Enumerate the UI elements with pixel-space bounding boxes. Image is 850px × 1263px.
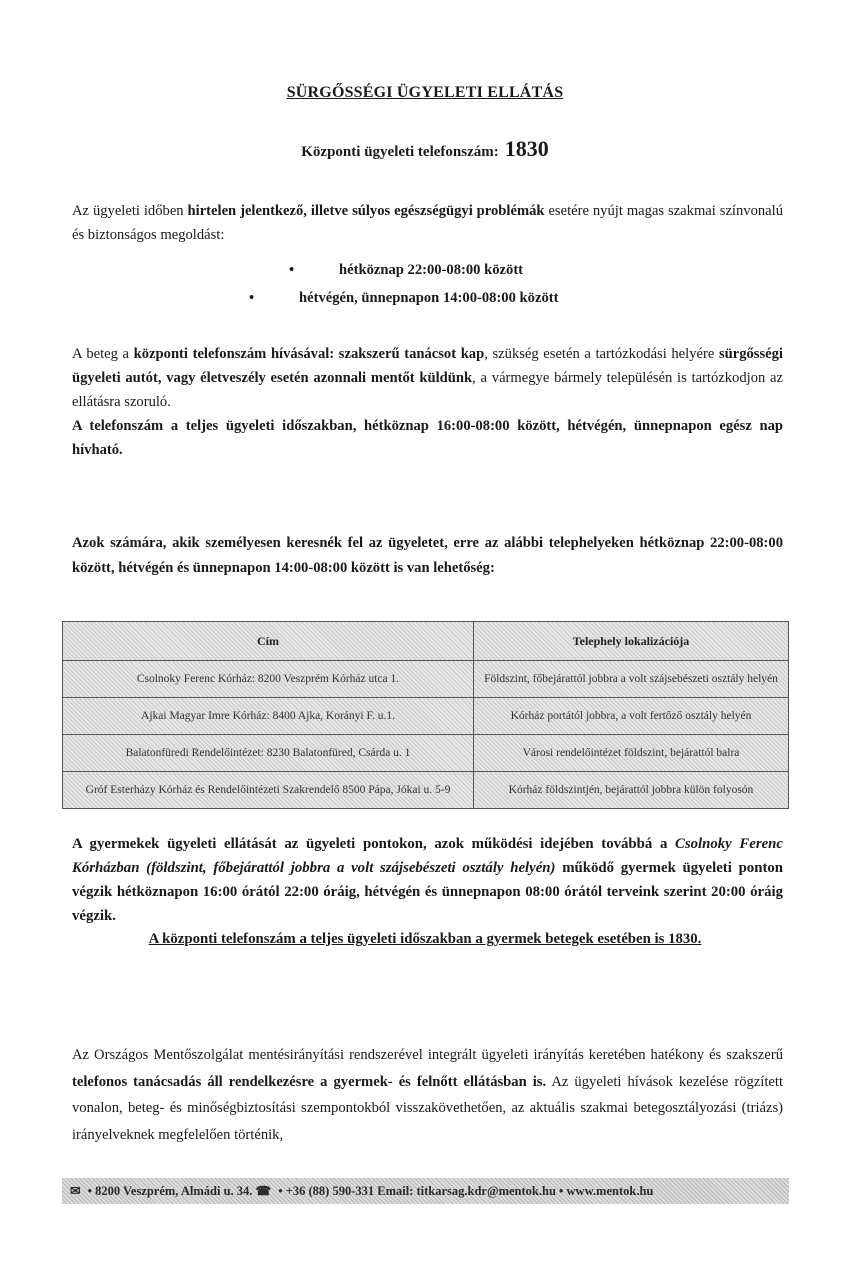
children-text-1: A gyermekek ügyeleti ellátását az ügyeleti pontokon, azok működési idejében továbbá a xyxy=(72,836,676,852)
table-cell-address: Balatonfüredi Rendelőintézet: 8230 Balatonfüred, Csárda u. 1 xyxy=(63,735,474,772)
table-header-address: Cím xyxy=(63,622,474,661)
footer-email[interactable]: Email: titkarsag.kdr@mentok.hu xyxy=(377,1184,556,1198)
phone-number: 1830 xyxy=(504,136,549,161)
bullet-weekday-text: hétköznap 22:00-08:00 között xyxy=(339,262,524,278)
intro-text-1: Az ügyeleti időben xyxy=(72,203,188,219)
azok-paragraph: Azok számára, akik személyesen keresnék fel az ügyeletet, erre az alábbi telephelyeken hétköznap 22:00-08:00 között, hétvégén és ünnepnapon 14:00-08:00 között is van lehetőség: xyxy=(72,535,783,576)
table-cell-location: Városi rendelőintézet földszint, bejárattól balra xyxy=(474,735,789,772)
footer-address: • 8200 Veszprém, Almádi u. 34. xyxy=(87,1184,253,1198)
locations-table xyxy=(62,621,789,809)
central-phone-line xyxy=(0,136,850,162)
table-cell-address: Ajkai Magyar Imre Kórház: 8400 Ajka, Korányi F. u.1. xyxy=(63,698,474,735)
page-title: SÜRGŐSSÉGI ÜGYELETI ELLÁTÁS xyxy=(286,84,564,101)
table-cell-location: Kórház földszintjén, bejárattól jobbra külön folyosón xyxy=(474,772,789,809)
beteg-bold-1: központi telefonszám hívásával: szakszerű tanácsot kap xyxy=(133,346,485,362)
beteg-bold-2: sürgősségi ügyeleti autót, vagy életveszély esetén azonnali mentőt küldünk xyxy=(72,346,783,386)
intro-bold: hirtelen jelentkező, illetve súlyos egészségügyi problémák xyxy=(187,203,545,219)
children-paragraph xyxy=(72,832,783,928)
bullet-weekend xyxy=(249,290,558,307)
table-row xyxy=(63,698,789,735)
beteg-paragraph xyxy=(72,342,783,462)
table-cell-location: Kórház portától jobbra, a volt fertőző osztály helyén xyxy=(474,698,789,735)
beteg-bold-3: A telefonszám a teljes ügyeleti időszakban, hétköznap 16:00-08:00 között, hétvégén, ünnepnapon egész nap hívható. xyxy=(72,418,783,458)
omsz-text-1: Az Országos Mentőszolgálat mentésirányítási rendszerével integrált ügyeleti irányítás keretében hatékony és szakszerű xyxy=(72,1047,783,1063)
beteg-text-2: , szükség esetén a tartózkodási helyére xyxy=(484,346,719,362)
bullet-dot: • xyxy=(249,290,255,306)
children-text-2: működő gyermek ügyeleti ponton végzik hétköznapon 16:00 órától 22:00 óráig, hétvégén és ünnepnapon 08:00 órától terveink szerint 20:00 óráig végzik. xyxy=(72,860,783,924)
footer-phone: • +36 (88) 590-331 xyxy=(278,1184,375,1198)
phone-label: Központi ügyeleti telefonszám: xyxy=(301,144,499,160)
central-number-note: A központi telefonszám a teljes ügyeleti időszakban a gyermek betegek esetében is 1830. xyxy=(148,931,702,947)
omsz-paragraph xyxy=(72,1042,783,1148)
bullet-weekend-text: hétvégén, ünnepnapon 14:00-08:00 között xyxy=(299,290,559,306)
beteg-text-3: , a vármegye bármely településén is tartózkodjon az ellátásra szoruló. xyxy=(72,370,783,410)
intro-paragraph xyxy=(72,199,783,247)
footer-web[interactable]: • www.mentok.hu xyxy=(559,1184,654,1198)
beteg-text-1: A beteg a xyxy=(72,346,134,362)
table-cell-address: Gróf Esterházy Kórház és Rendelőintézeti Szakrendelő 8500 Pápa, Jókai u. 5-9 xyxy=(63,772,474,809)
table-cell-location: Földszint, főbejárattól jobbra a volt szájsebészeti osztály helyén xyxy=(474,661,789,698)
envelope-icon: ✉ xyxy=(70,1184,81,1198)
table-row xyxy=(63,772,789,809)
table-header-row xyxy=(63,622,789,661)
footer-contact-bar xyxy=(62,1178,789,1204)
omsz-bold: telefonos tanácsadás áll rendelkezésre a gyermek- és felnőtt ellátásban is. xyxy=(72,1073,547,1090)
table-row xyxy=(63,735,789,772)
bullet-weekday xyxy=(289,262,523,279)
table-row xyxy=(63,661,789,698)
omsz-text-2: Az ügyeleti hívások kezelése rögzített vonalon, beteg- és minőségbiztosítási szempontokból visszakövethetően, az aktuális szakmai betegosztályozási (triázs) irányelveknek megfelelően történik, xyxy=(72,1073,783,1143)
children-italic: Csolnoky Ferenc Kórházban (földszint, főbejárattól jobbra a volt szájsebészeti osztály helyén) xyxy=(72,836,783,876)
table-cell-address: Csolnoky Ferenc Kórház: 8200 Veszprém Kórház utca 1. xyxy=(63,661,474,698)
table-header-location: Telephely lokalizációja xyxy=(474,622,789,661)
intro-text-2: esetére nyújt magas szakmai színvonalú és biztonságos megoldást: xyxy=(72,203,783,243)
phone-icon: ☎ xyxy=(255,1184,272,1198)
bullet-dot: • xyxy=(289,262,295,278)
